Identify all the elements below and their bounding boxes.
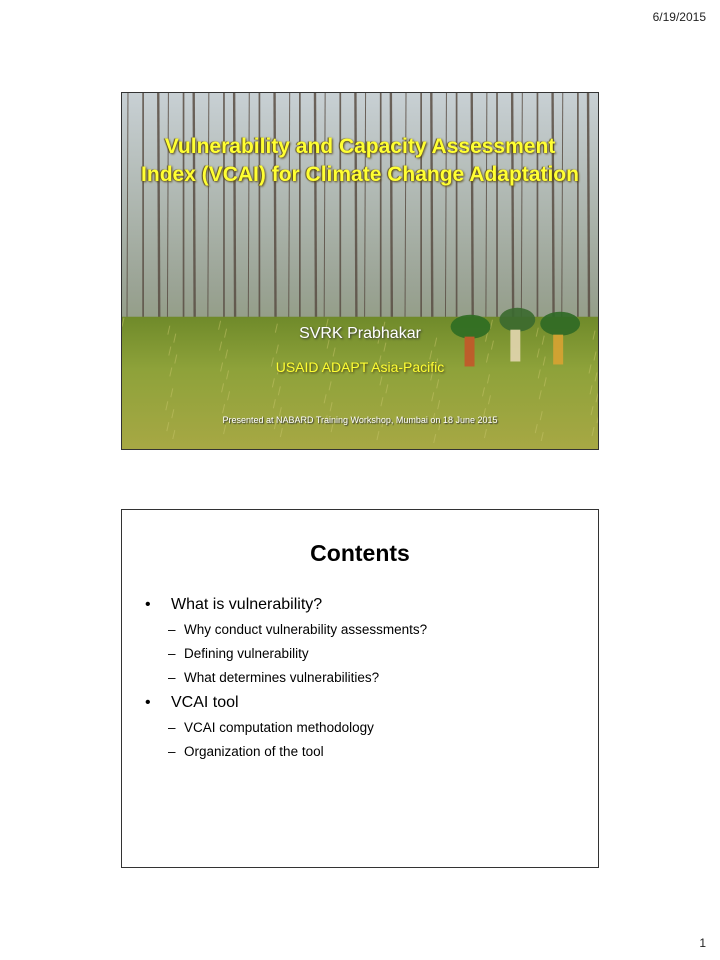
- contents-subitem-label: Organization of the tool: [184, 744, 324, 759]
- author-name: SVRK Prabhakar: [299, 325, 421, 342]
- contents-subitem: [168, 718, 582, 738]
- contents-item: [142, 594, 582, 616]
- contents-subitem-label: Why conduct vulnerability assessments?: [184, 622, 428, 637]
- contents-subitem: [168, 668, 582, 688]
- dash-icon: –: [168, 622, 176, 637]
- contents-slide: [121, 509, 599, 868]
- presentation-note: Presented at NABARD Training Workshop, Mumbai on 18 June 2015: [222, 415, 498, 425]
- dash-icon: –: [168, 670, 176, 685]
- organization-name: USAID ADAPT Asia-Pacific: [275, 359, 445, 375]
- bullet-icon: •: [145, 694, 151, 711]
- page-number: 1: [699, 936, 706, 950]
- title-slide: [121, 92, 599, 450]
- contents-subitem-label: Defining vulnerability: [184, 646, 309, 661]
- bullet-icon: •: [145, 596, 151, 613]
- dash-icon: –: [168, 720, 176, 735]
- slide-title: Vulnerability and Capacity Assessment Index (VCAI) for Climate Change Adaptation: [141, 135, 579, 186]
- dash-icon: –: [168, 646, 176, 661]
- contents-subitem: [168, 742, 582, 762]
- contents-subitem-label: What determines vulnerabilities?: [184, 670, 380, 685]
- contents-heading: Contents: [310, 540, 410, 566]
- contents-subitem: [168, 620, 582, 640]
- contents-list: [142, 594, 582, 766]
- contents-item-label: VCAI tool: [171, 694, 239, 711]
- page-date: 6/19/2015: [652, 10, 706, 24]
- contents-item: [142, 692, 582, 714]
- contents-item-label: What is vulnerability?: [171, 596, 323, 613]
- contents-subitem-label: VCAI computation methodology: [184, 720, 374, 735]
- dash-icon: –: [168, 744, 176, 759]
- contents-subitem: [168, 644, 582, 664]
